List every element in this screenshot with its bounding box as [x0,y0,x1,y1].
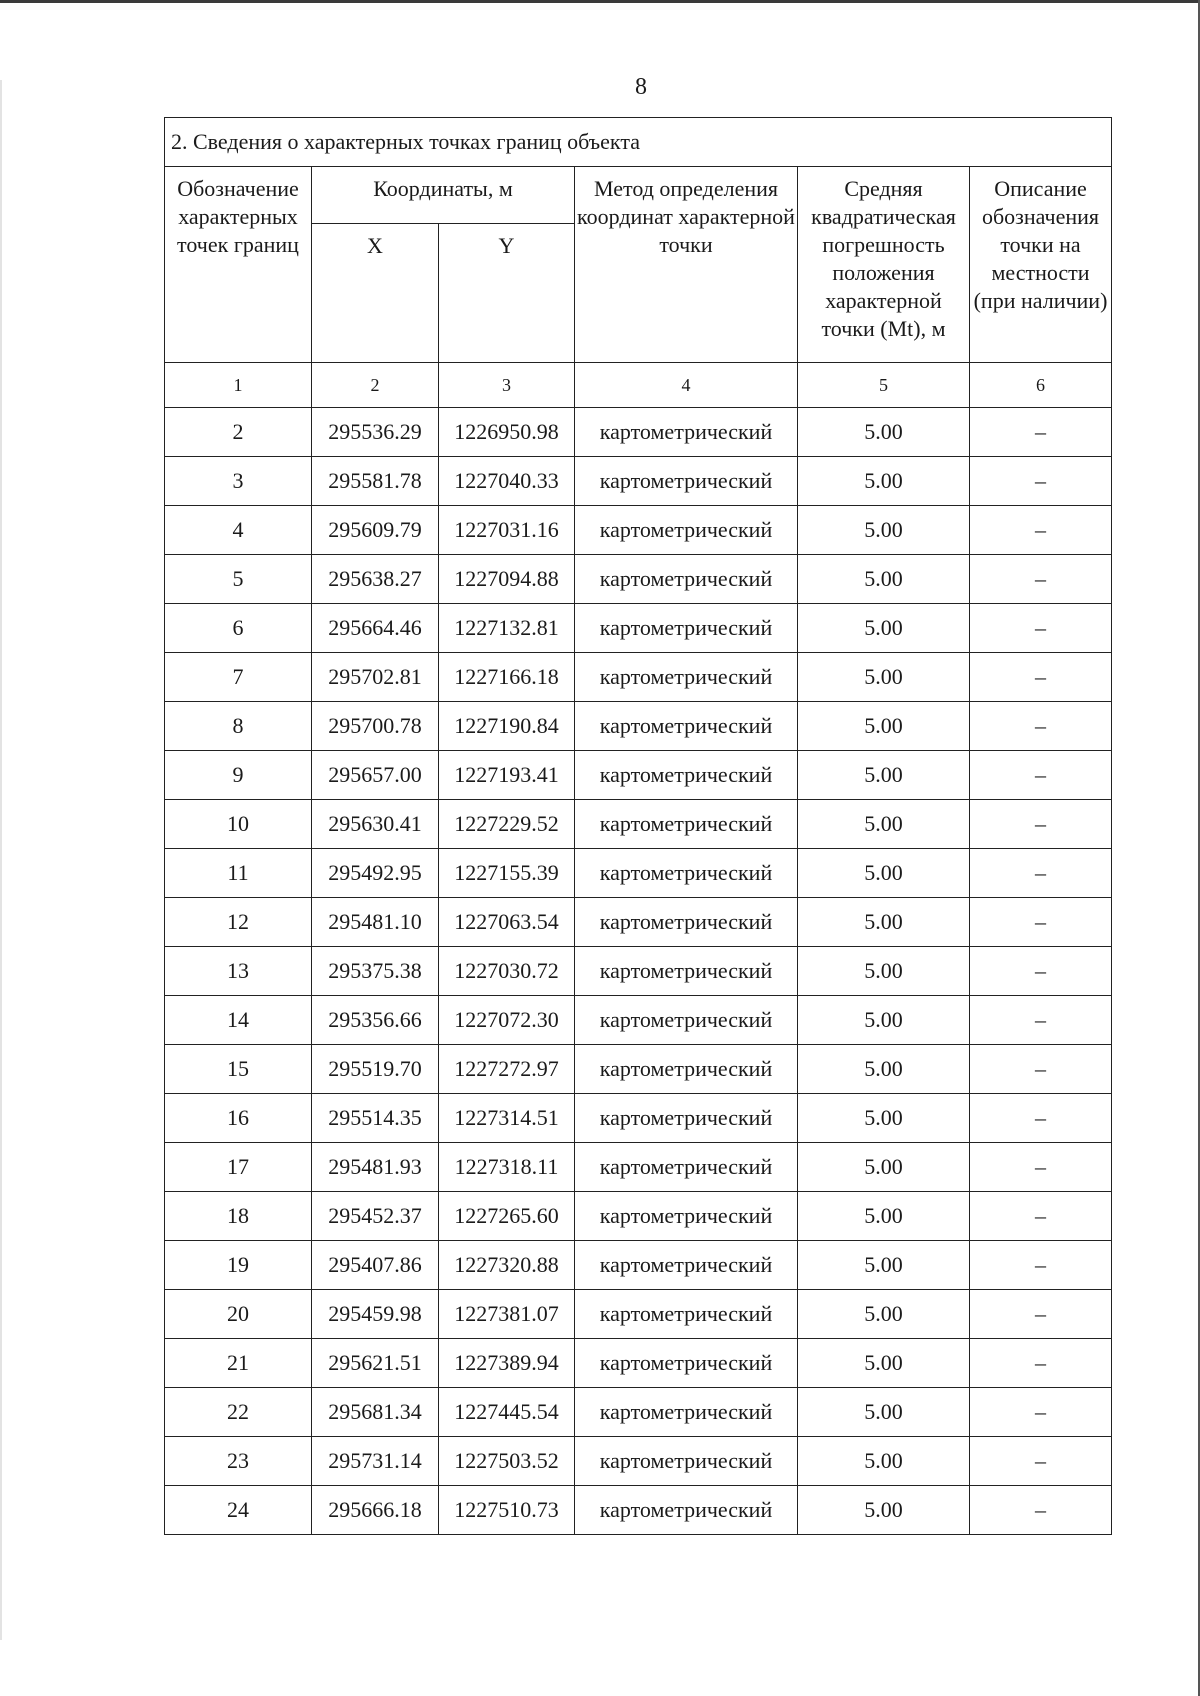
cell-x: 295666.18 [312,1486,439,1535]
cell-description: – [970,506,1112,555]
cell-point: 13 [165,947,312,996]
cell-point: 9 [165,751,312,800]
cell-method: картометрический [575,1045,798,1094]
table-row [165,947,1112,996]
cell-y: 1227031.16 [439,506,575,555]
cell-method: картометрический [575,1486,798,1535]
cell-point: 11 [165,849,312,898]
table-row [165,408,1112,457]
cell-y: 1227063.54 [439,898,575,947]
cell-error: 5.00 [798,1094,970,1143]
table-row [165,1045,1112,1094]
cell-method: картометрический [575,457,798,506]
cell-method: картометрический [575,947,798,996]
table-row [165,457,1112,506]
cell-error: 5.00 [798,1437,970,1486]
cell-x: 295731.14 [312,1437,439,1486]
cell-error: 5.00 [798,1339,970,1388]
cell-method: картометрический [575,898,798,947]
cell-error: 5.00 [798,506,970,555]
cell-point: 16 [165,1094,312,1143]
cell-point: 22 [165,1388,312,1437]
cell-point: 19 [165,1241,312,1290]
cell-point: 24 [165,1486,312,1535]
cell-point: 18 [165,1192,312,1241]
cell-description: – [970,898,1112,947]
cell-y: 1226950.98 [439,408,575,457]
cell-description: – [970,604,1112,653]
table-row [165,751,1112,800]
cell-description: – [970,996,1112,1045]
table-row [165,849,1112,898]
header-y: Y [439,224,575,363]
cell-point: 21 [165,1339,312,1388]
cell-y: 1227030.72 [439,947,575,996]
cell-description: – [970,555,1112,604]
header-coordinates: Координаты, м [312,167,575,224]
column-number: 4 [575,363,798,408]
cell-description: – [970,1241,1112,1290]
cell-x: 295630.41 [312,800,439,849]
cell-method: картометрический [575,1437,798,1486]
header-description: Описание обозначения точки на местности (при наличии) [970,167,1112,363]
cell-description: – [970,1045,1112,1094]
column-number: 5 [798,363,970,408]
table-row [165,653,1112,702]
cell-x: 295581.78 [312,457,439,506]
cell-error: 5.00 [798,604,970,653]
cell-error: 5.00 [798,457,970,506]
cell-error: 5.00 [798,555,970,604]
cell-point: 5 [165,555,312,604]
header-x: X [312,224,439,363]
cell-error: 5.00 [798,947,970,996]
cell-y: 1227072.30 [439,996,575,1045]
table-row [165,800,1112,849]
cell-y: 1227229.52 [439,800,575,849]
cell-point: 2 [165,408,312,457]
cell-method: картометрический [575,1241,798,1290]
cell-error: 5.00 [798,1486,970,1535]
cell-y: 1227190.84 [439,702,575,751]
cell-method: картометрический [575,800,798,849]
cell-y: 1227193.41 [439,751,575,800]
cell-method: картометрический [575,555,798,604]
cell-point: 14 [165,996,312,1045]
section-title: 2. Сведения о характерных точках границ объекта [165,118,1112,167]
cell-description: – [970,653,1112,702]
cell-description: – [970,800,1112,849]
cell-y: 1227320.88 [439,1241,575,1290]
cell-description: – [970,751,1112,800]
cell-y: 1227318.11 [439,1143,575,1192]
cell-point: 8 [165,702,312,751]
cell-error: 5.00 [798,800,970,849]
table-row [165,604,1112,653]
cell-point: 23 [165,1437,312,1486]
table-row [165,1290,1112,1339]
cell-y: 1227132.81 [439,604,575,653]
cell-x: 295356.66 [312,996,439,1045]
cell-method: картометрический [575,1290,798,1339]
page-edge [0,0,1200,3]
column-number: 6 [970,363,1112,408]
cell-x: 295700.78 [312,702,439,751]
table-row [165,1143,1112,1192]
cell-y: 1227389.94 [439,1339,575,1388]
table-row [165,702,1112,751]
cell-x: 295536.29 [312,408,439,457]
cell-method: картометрический [575,1143,798,1192]
table-row [165,898,1112,947]
cell-error: 5.00 [798,849,970,898]
cell-method: картометрический [575,1388,798,1437]
cell-error: 5.00 [798,996,970,1045]
cell-y: 1227272.97 [439,1045,575,1094]
cell-x: 295452.37 [312,1192,439,1241]
cell-y: 1227265.60 [439,1192,575,1241]
cell-x: 295492.95 [312,849,439,898]
table-row [165,1388,1112,1437]
cell-x: 295702.81 [312,653,439,702]
cell-x: 295638.27 [312,555,439,604]
table-row [165,1241,1112,1290]
cell-point: 15 [165,1045,312,1094]
cell-y: 1227510.73 [439,1486,575,1535]
cell-error: 5.00 [798,1045,970,1094]
page-number: 8 [635,74,647,100]
cell-error: 5.00 [798,1192,970,1241]
cell-description: – [970,702,1112,751]
cell-x: 295481.10 [312,898,439,947]
column-number-row [165,363,1112,408]
cell-description: – [970,457,1112,506]
cell-method: картометрический [575,408,798,457]
cell-x: 295664.46 [312,604,439,653]
cell-description: – [970,1192,1112,1241]
cell-y: 1227166.18 [439,653,575,702]
cell-y: 1227155.39 [439,849,575,898]
table-row [165,506,1112,555]
cell-x: 295681.34 [312,1388,439,1437]
cell-point: 3 [165,457,312,506]
header-point-designation: Обозначение характерных точек границ [165,167,312,363]
cell-point: 6 [165,604,312,653]
cell-error: 5.00 [798,898,970,947]
cell-error: 5.00 [798,1241,970,1290]
cell-x: 295609.79 [312,506,439,555]
cell-method: картометрический [575,604,798,653]
cell-description: – [970,1143,1112,1192]
column-number: 2 [312,363,439,408]
cell-y: 1227381.07 [439,1290,575,1339]
cell-method: картометрический [575,996,798,1045]
boundary-points-table [164,117,1112,1535]
table-row [165,555,1112,604]
column-number: 3 [439,363,575,408]
cell-x: 295459.98 [312,1290,439,1339]
cell-x: 295621.51 [312,1339,439,1388]
cell-description: – [970,408,1112,457]
cell-description: – [970,1290,1112,1339]
cell-x: 295481.93 [312,1143,439,1192]
cell-y: 1227040.33 [439,457,575,506]
header-method: Метод определения координат характерной точки [575,167,798,363]
cell-description: – [970,1339,1112,1388]
cell-method: картометрический [575,653,798,702]
cell-point: 10 [165,800,312,849]
cell-method: картометрический [575,1192,798,1241]
cell-point: 7 [165,653,312,702]
cell-error: 5.00 [798,702,970,751]
table-row [165,1192,1112,1241]
cell-x: 295514.35 [312,1094,439,1143]
cell-y: 1227445.54 [439,1388,575,1437]
table-row [165,1486,1112,1535]
cell-method: картометрический [575,849,798,898]
cell-x: 295407.86 [312,1241,439,1290]
cell-method: картометрический [575,702,798,751]
table-row [165,1437,1112,1486]
cell-description: – [970,1437,1112,1486]
cell-description: – [970,849,1112,898]
column-number: 1 [165,363,312,408]
cell-error: 5.00 [798,653,970,702]
cell-error: 5.00 [798,1143,970,1192]
cell-method: картометрический [575,751,798,800]
cell-method: картометрический [575,1094,798,1143]
cell-method: картометрический [575,1339,798,1388]
cell-y: 1227094.88 [439,555,575,604]
page-edge [0,80,2,1640]
cell-point: 4 [165,506,312,555]
cell-point: 20 [165,1290,312,1339]
cell-description: – [970,1388,1112,1437]
cell-description: – [970,947,1112,996]
table-row [165,996,1112,1045]
cell-point: 17 [165,1143,312,1192]
cell-error: 5.00 [798,408,970,457]
cell-y: 1227503.52 [439,1437,575,1486]
cell-error: 5.00 [798,751,970,800]
cell-error: 5.00 [798,1388,970,1437]
cell-y: 1227314.51 [439,1094,575,1143]
cell-x: 295519.70 [312,1045,439,1094]
table-row [165,1094,1112,1143]
cell-point: 12 [165,898,312,947]
cell-method: картометрический [575,506,798,555]
table-row [165,1339,1112,1388]
cell-description: – [970,1486,1112,1535]
header-error: Средняя квадратическая погрешность положения характерной точки (Mt), м [798,167,970,363]
cell-error: 5.00 [798,1290,970,1339]
cell-x: 295657.00 [312,751,439,800]
cell-x: 295375.38 [312,947,439,996]
cell-description: – [970,1094,1112,1143]
